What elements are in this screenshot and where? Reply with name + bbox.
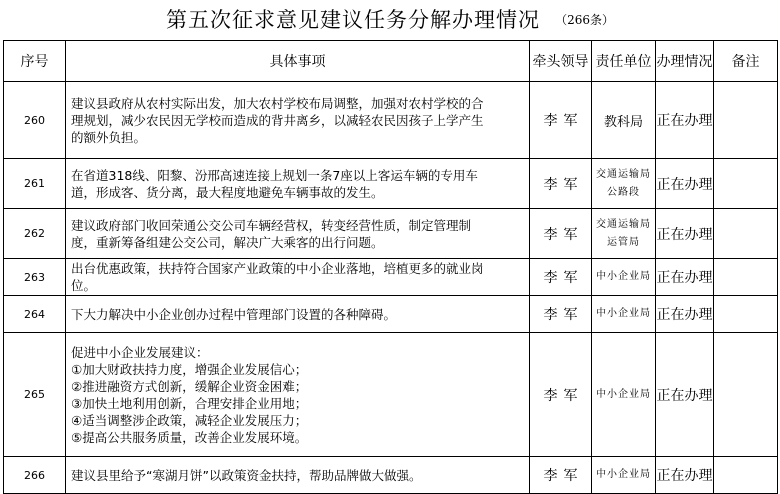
row-status: 正在办理 <box>656 457 714 494</box>
row-item-line: ⑤提高公共服务质量，改善企业发展环境。 <box>71 429 308 445</box>
row-lead: 李军 <box>530 159 592 209</box>
header-note: 备注 <box>714 41 778 82</box>
header-item: 具体事项 <box>66 41 530 82</box>
row-item <box>66 159 530 209</box>
row-unit <box>592 159 656 209</box>
row-status: 正在办理 <box>656 82 714 159</box>
row-item-line: 建议县政府从农村实际出发，加大农村学校布局调整，加强对农村学校的合 <box>71 95 484 111</box>
table-row <box>4 296 778 333</box>
row-unit-line: 中小企业局 <box>596 469 651 480</box>
row-lead: 李军 <box>530 333 592 457</box>
row-item <box>66 259 530 296</box>
row-seq: 263 <box>4 259 66 296</box>
row-item <box>66 82 530 159</box>
row-status: 正在办理 <box>656 333 714 457</box>
row-lead: 李军 <box>530 209 592 259</box>
row-item <box>66 457 530 494</box>
row-note <box>714 159 778 209</box>
row-unit <box>592 296 656 333</box>
row-unit-line: 交通运输局 <box>596 168 651 180</box>
header-status: 办理情况 <box>656 41 714 82</box>
row-unit-line: 公路段 <box>607 186 640 198</box>
table-row <box>4 457 778 494</box>
row-status: 正在办理 <box>656 296 714 333</box>
table-row <box>4 333 778 457</box>
row-status: 正在办理 <box>656 209 714 259</box>
row-item-line: ②推进融资方式创新，缓解企业资金困难； <box>71 378 308 394</box>
row-lead: 李军 <box>530 457 592 494</box>
row-item-line: 出台优惠政策，扶持符合国家产业政策的中小企业落地，培植更多的就业岗 <box>71 261 484 276</box>
row-unit-line: 中小企业局 <box>596 388 651 400</box>
row-unit <box>592 259 656 296</box>
row-item-line: ①加大财政扶持力度，增强企业发展信心； <box>71 361 308 377</box>
table-body <box>4 82 778 494</box>
row-item-line: ③加快土地利用创新，合理安排企业用地； <box>71 395 308 411</box>
row-item-line: 位。 <box>71 278 97 293</box>
row-note <box>714 209 778 259</box>
row-lead: 李军 <box>530 296 592 333</box>
row-note <box>714 82 778 159</box>
row-item-line: 道，形成客、货分离，最大程度地避免车辆事故的发生。 <box>71 184 384 200</box>
row-note <box>714 296 778 333</box>
row-status: 正在办理 <box>656 259 714 296</box>
row-seq: 265 <box>4 333 66 457</box>
row-lead: 李军 <box>530 259 592 296</box>
table-row <box>4 82 778 159</box>
row-unit-line: 中小企业局 <box>596 308 651 319</box>
row-unit <box>592 457 656 494</box>
table-row <box>4 259 778 296</box>
row-unit-line: 运管局 <box>607 236 640 248</box>
item-count-note: （266条） <box>555 12 614 27</box>
document-title: 第五次征求意见建议任务分解办理情况 <box>166 8 540 32</box>
row-item <box>66 209 530 259</box>
table-header-row <box>4 41 778 82</box>
row-item-line: 建议政府部门收回荣通公交公司车辆经营权，转变经营性质，制定管理制 <box>71 217 472 233</box>
row-note <box>714 333 778 457</box>
row-seq: 261 <box>4 159 66 209</box>
row-seq: 266 <box>4 457 66 494</box>
row-unit-line: 中小企业局 <box>596 271 651 282</box>
row-unit <box>592 333 656 457</box>
row-seq: 260 <box>4 82 66 159</box>
table-row <box>4 209 778 259</box>
document-header <box>0 4 780 38</box>
row-unit <box>592 209 656 259</box>
row-item-line: 建议县里给予“寒湖月饼”以政策资金扶持，帮助品牌做大做强。 <box>71 467 422 483</box>
header-seq: 序号 <box>4 41 66 82</box>
row-seq: 264 <box>4 296 66 333</box>
row-note <box>714 259 778 296</box>
row-seq: 262 <box>4 209 66 259</box>
row-item-line: 度，重新筹备组建公交公司，解决广大乘客的出行问题。 <box>71 234 384 250</box>
row-item-line: 在省道318线、阳黎、汾邢高速连接上规划一条7座以上客运车辆的专用车 <box>71 167 478 183</box>
row-unit-line: 交通运输局 <box>596 218 651 230</box>
row-item-line: ④适当调整涉企政策，减轻企业发展压力； <box>71 412 308 428</box>
row-item-line: 促进中小企业发展建议： <box>71 344 209 360</box>
row-item-line: 的额外负担。 <box>71 129 147 145</box>
header-lead: 牵头领导 <box>530 41 592 82</box>
row-lead: 李军 <box>530 82 592 159</box>
table-row <box>4 159 778 209</box>
task-table <box>3 40 778 494</box>
row-item-line: 理规划，减少农民因无学校而造成的背井离乡，以减轻农民因孩子上学产生 <box>71 112 484 128</box>
header-unit: 责任单位 <box>592 41 656 82</box>
row-note <box>714 457 778 494</box>
row-unit <box>592 82 656 159</box>
row-status: 正在办理 <box>656 159 714 209</box>
row-item <box>66 333 530 457</box>
row-item <box>66 296 530 333</box>
row-unit-line: 教科局 <box>603 114 643 130</box>
row-item-line: 下大力解决中小企业创办过程中管理部门设置的各种障碍。 <box>71 306 397 322</box>
